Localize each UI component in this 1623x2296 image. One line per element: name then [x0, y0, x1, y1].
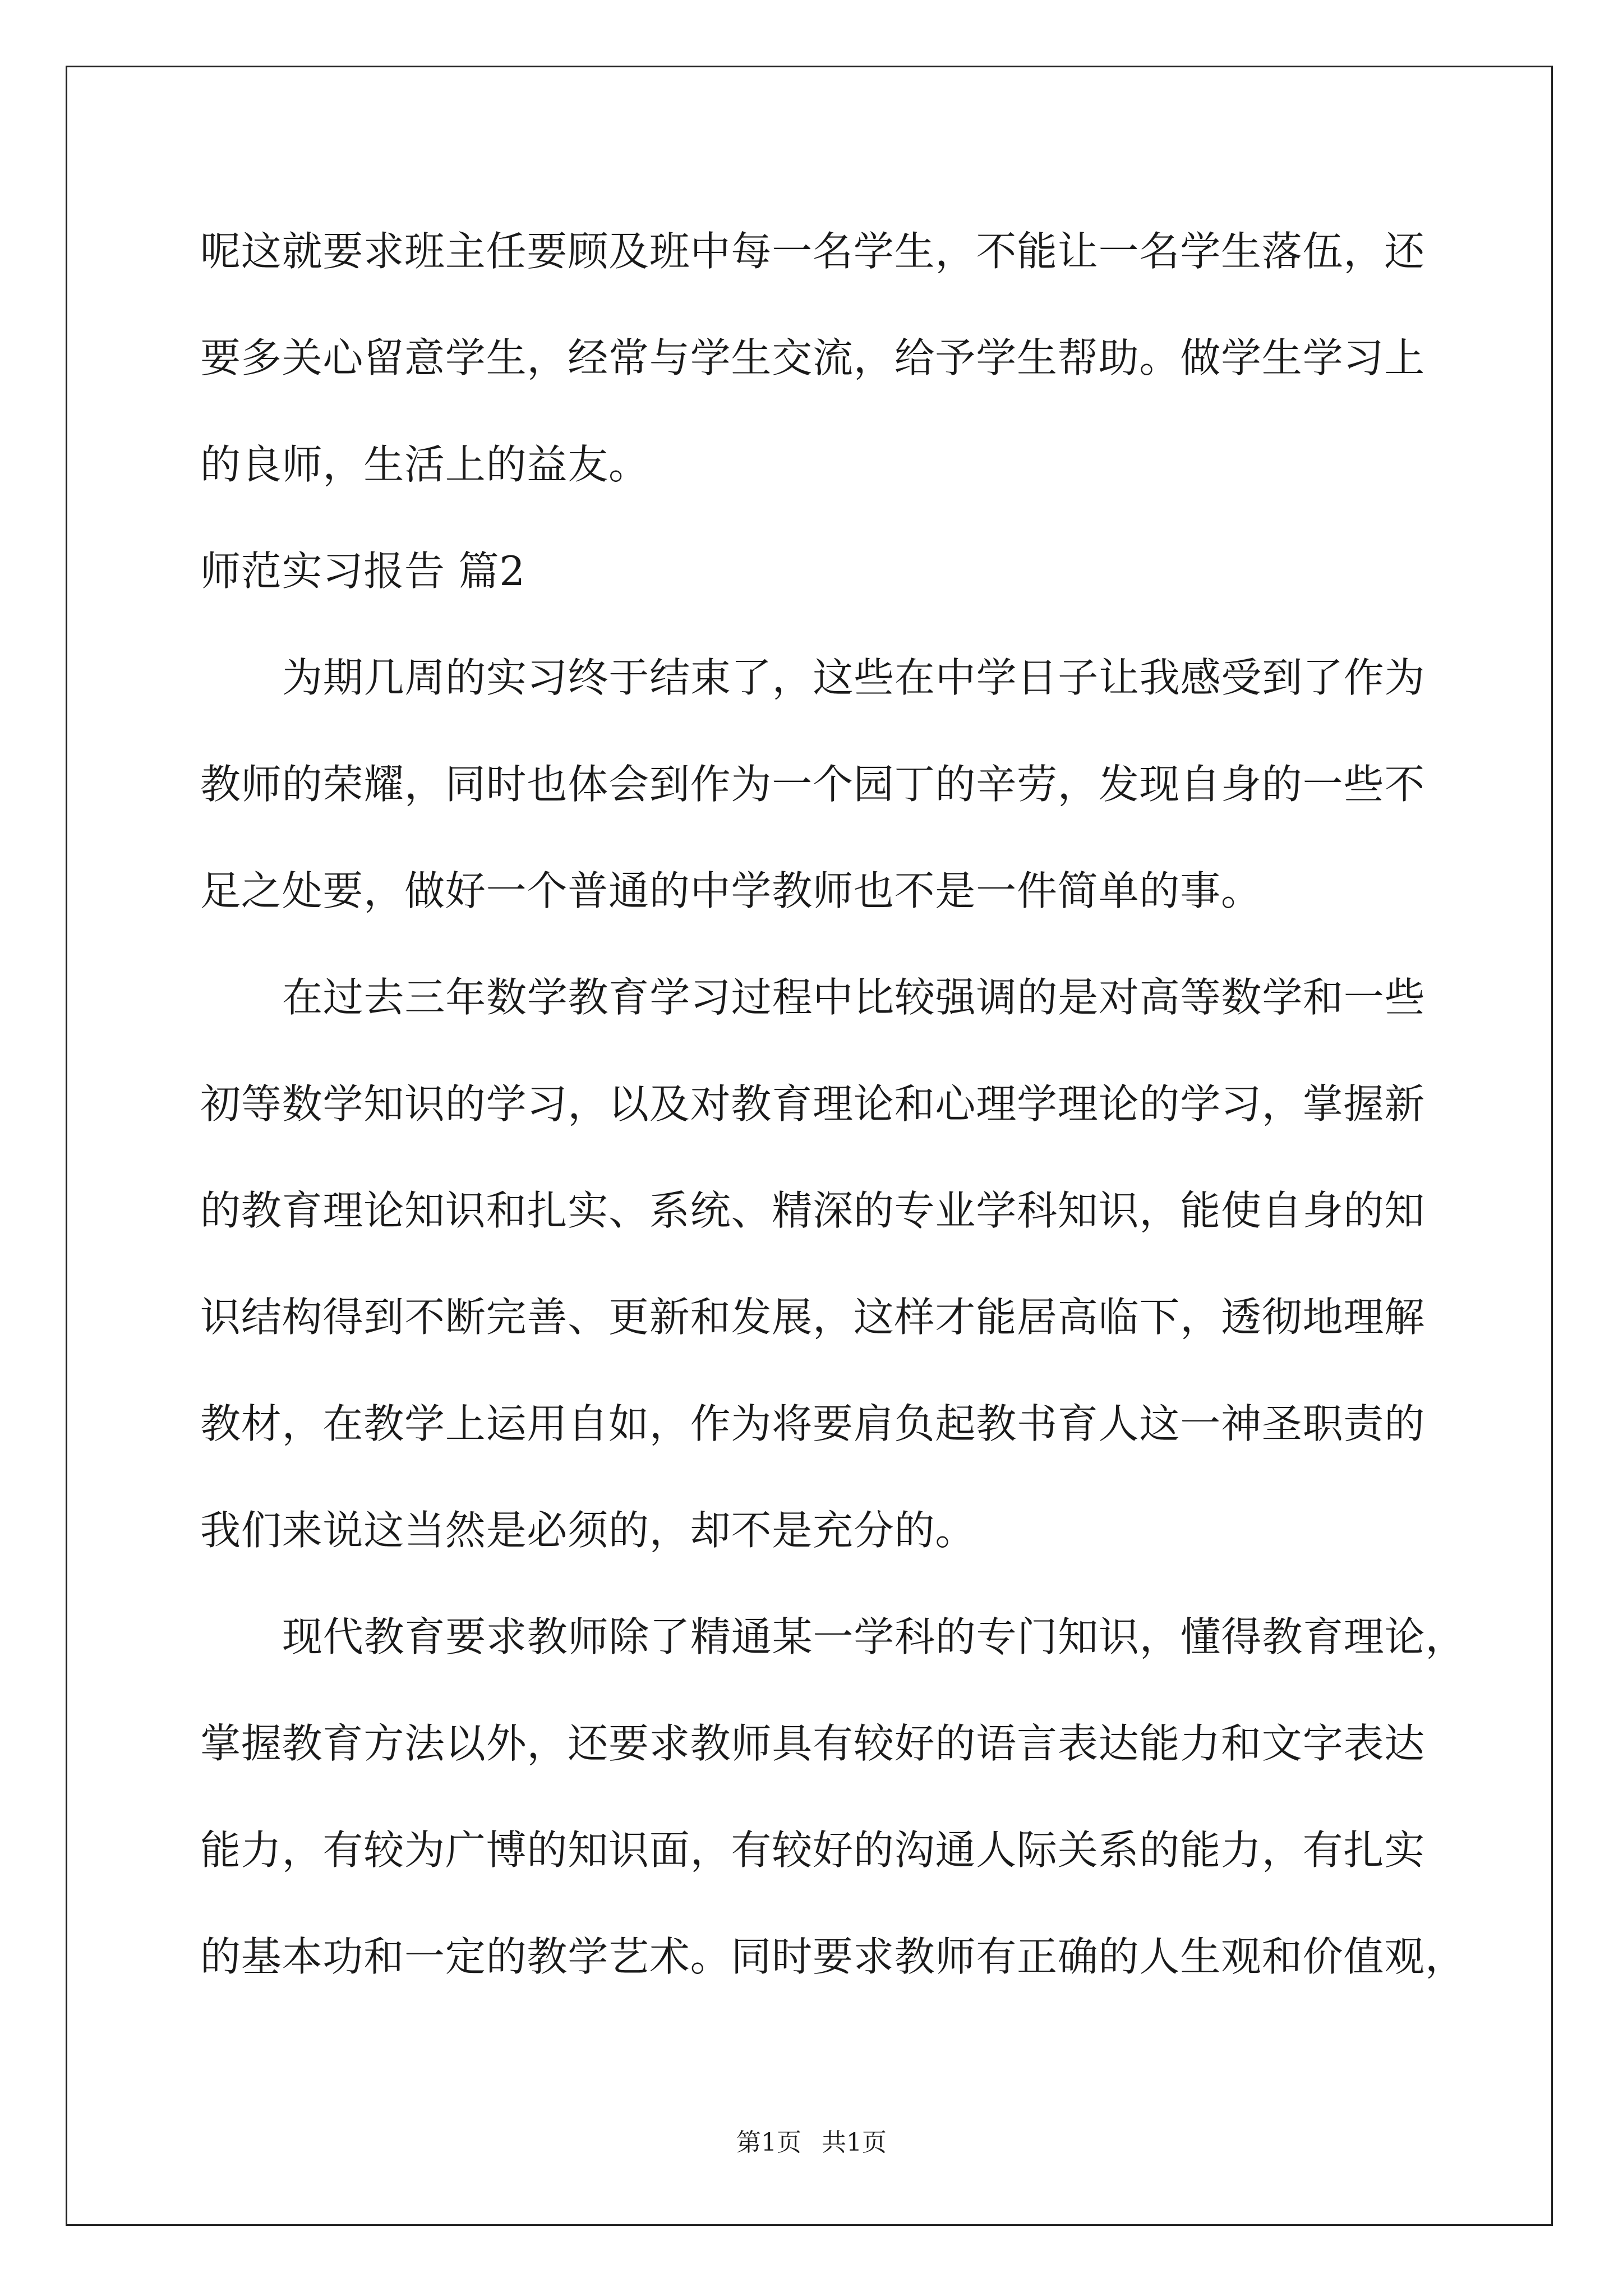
paragraph-first-line: 现代教育要求教师除了精通某一学科的专门知识，懂得教育理论，	[282, 1613, 1467, 1660]
body-line: 能力，有较为广博的知识面，有较好的沟通人际关系的能力，有扎实	[200, 1826, 1426, 1874]
body-line: 足之处要，做好一个普通的中学教师也不是一件简单的事。	[200, 867, 1262, 914]
document-body	[200, 198, 1490, 2010]
body-line: 我们来说这当然是必须的，却不是充分的。	[200, 1507, 976, 1554]
body-line: 掌握教育方法以外，还要求教师具有较好的语言表达能力和文字表达	[200, 1720, 1426, 1767]
body-line: 初等数学知识的学习，以及对教育理论和心理学理论的学习，掌握新	[200, 1080, 1426, 1128]
paragraph-first-line: 在过去三年数学教育学习过程中比较强调的是对高等数学和一些	[282, 974, 1426, 1021]
paragraph-first-line: 为期几周的实习终于结束了，这些在中学日子让我感受到了作为	[282, 654, 1426, 701]
body-line: 的良师，生活上的益友。	[200, 441, 649, 488]
body-line: 的基本功和一定的教学艺术。同时要求教师有正确的人生观和价值观，	[200, 1933, 1466, 1980]
body-line: 的教育理论知识和扎实、系统、精深的专业学科知识，能使自身的知	[200, 1187, 1426, 1234]
page-footer: 第1页 共1页	[736, 2128, 887, 2157]
body-line: 呢这就要求班主任要顾及班中每一名学生，不能让一名学生落伍，还	[200, 228, 1426, 275]
body-line: 要多关心留意学生，经常与学生交流，给予学生帮助。做学生学习上	[200, 334, 1426, 381]
section-heading: 师范实习报告 篇2	[200, 547, 525, 595]
body-line: 教材，在教学上运用自如，作为将要肩负起教书育人这一神圣职责的	[200, 1400, 1426, 1447]
body-line: 识结构得到不断完善、更新和发展，这样才能居高临下，透彻地理解	[200, 1294, 1426, 1341]
body-line: 教师的荣耀，同时也体会到作为一个园丁的辛劳，发现自身的一些不	[200, 761, 1426, 808]
